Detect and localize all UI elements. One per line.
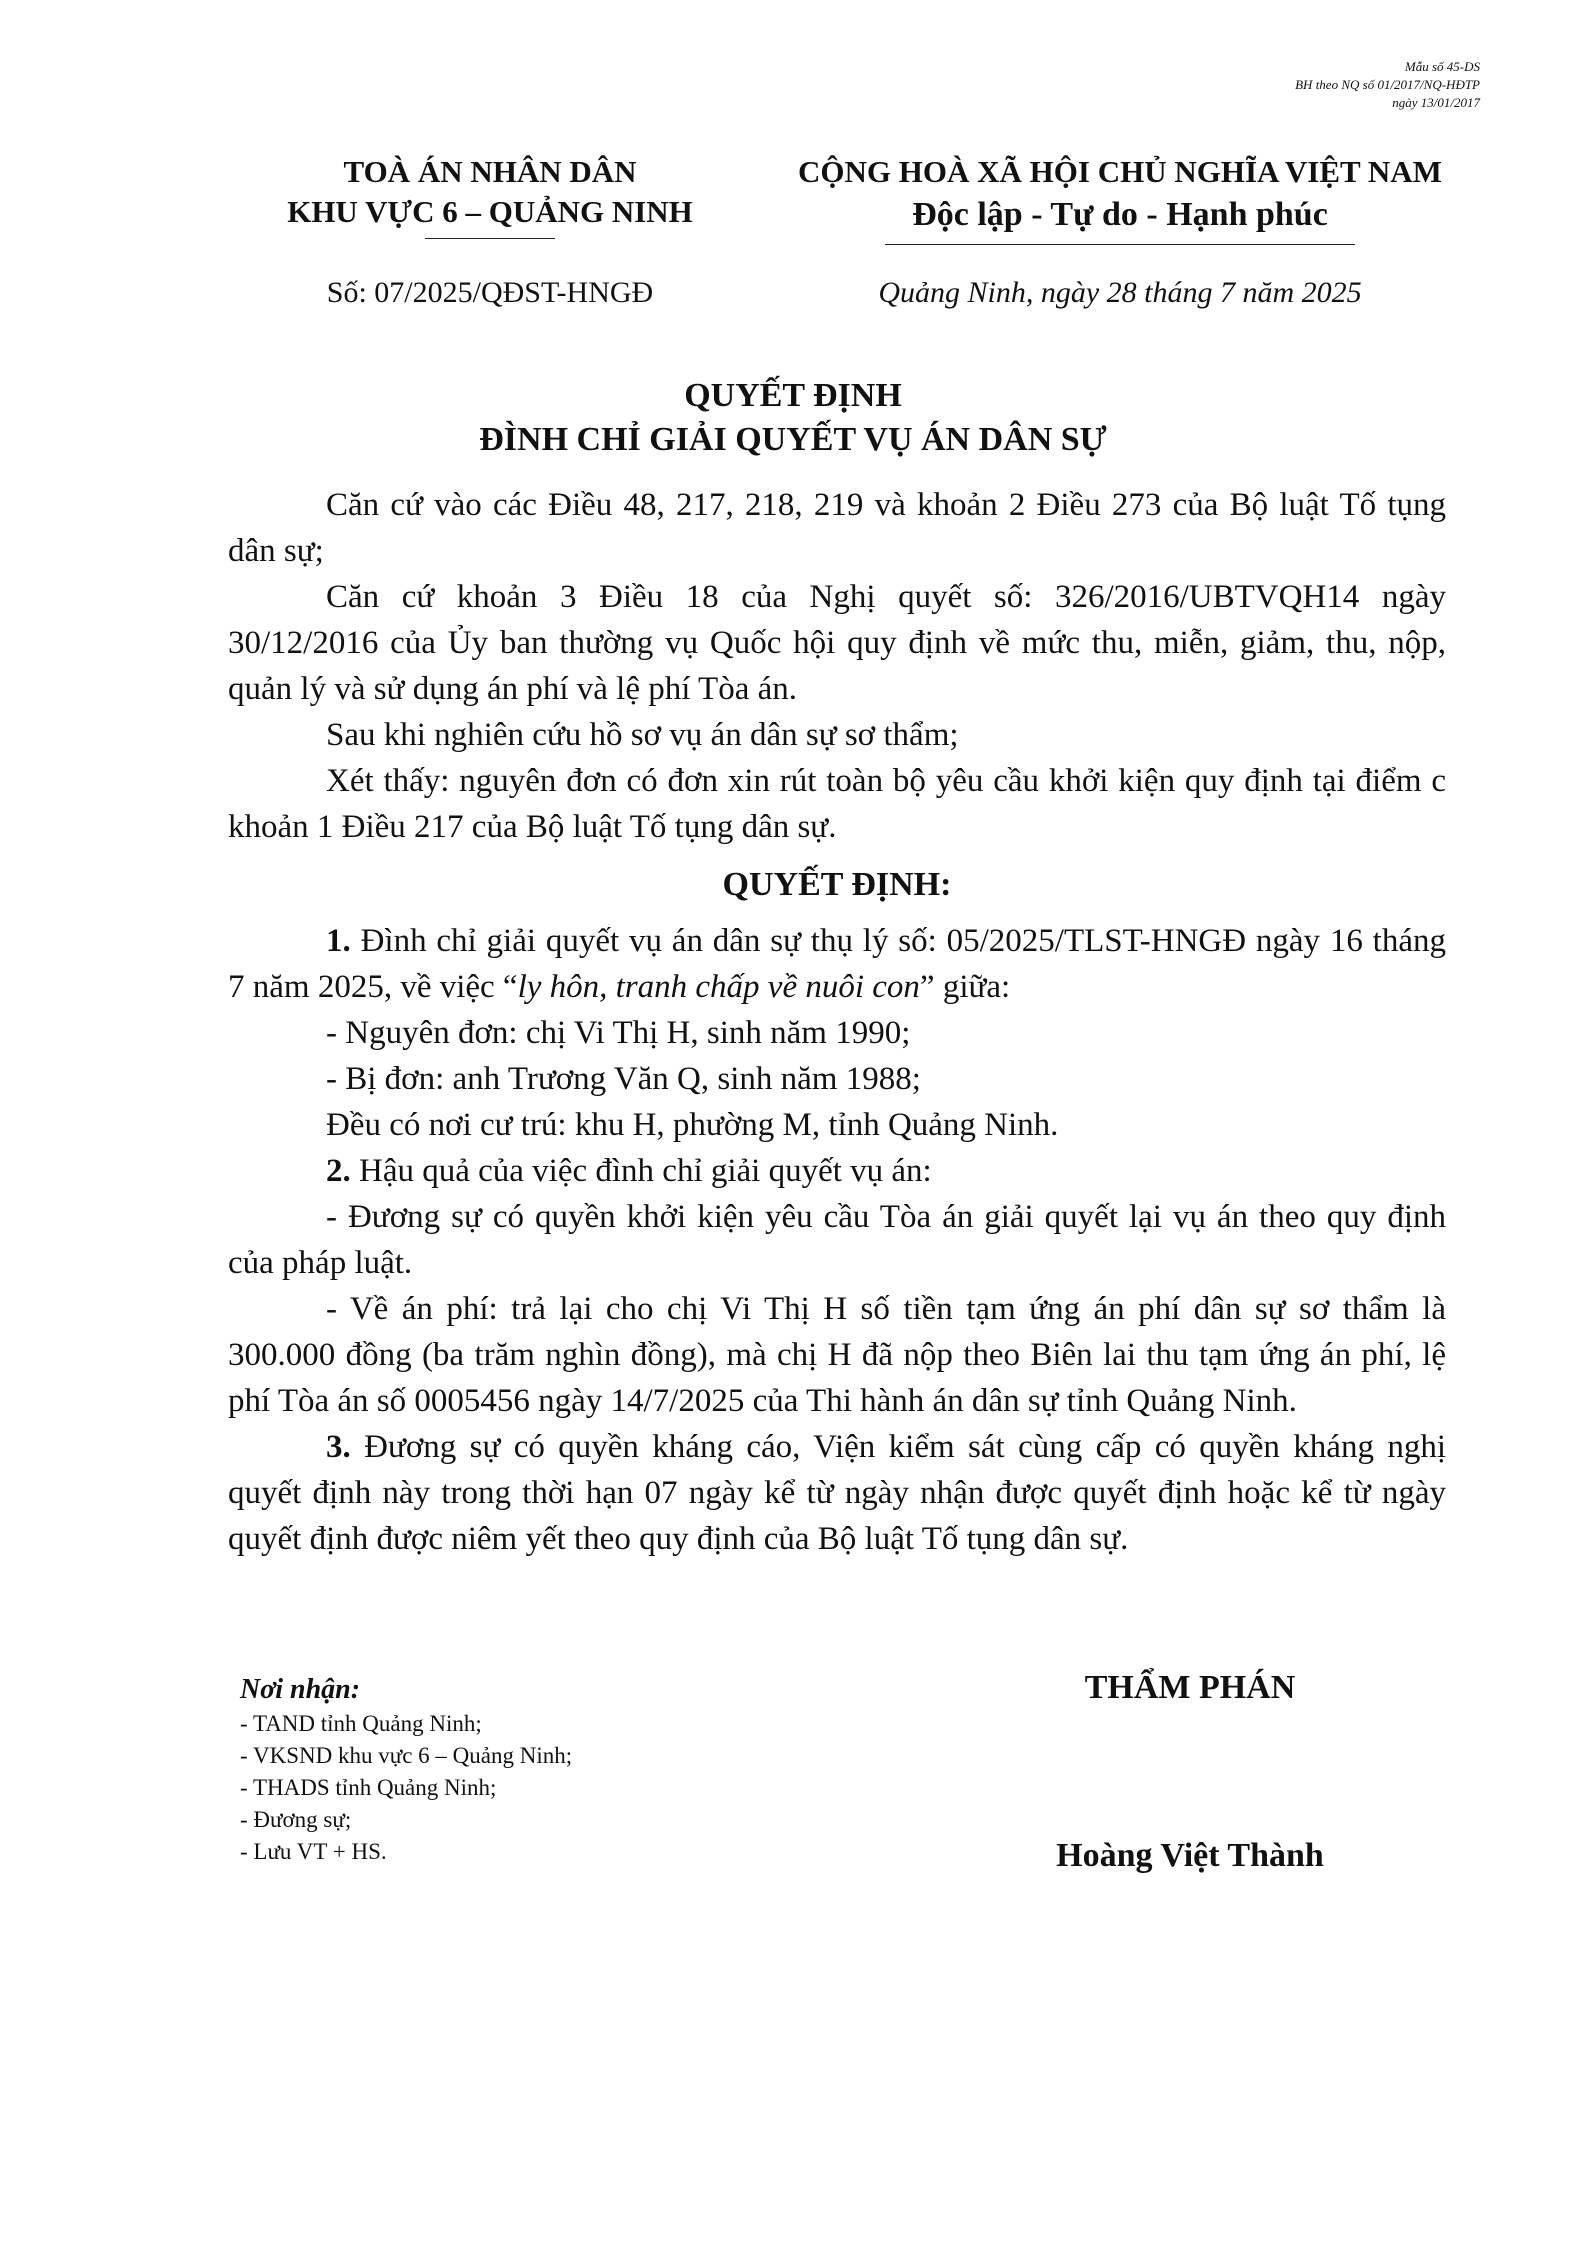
recipient-item: - TAND tỉnh Quảng Ninh; (240, 1711, 482, 1736)
form-reference-note (1220, 58, 1480, 112)
item-text: Đình chỉ giải quyết vụ án dân sự thụ lý số: 05/2025/TLST-HNGĐ ngày 16 tháng 7 năm 2025, về việc “ (228, 923, 1446, 1005)
decision-item-3 (228, 1424, 1446, 1562)
decision-heading: QUYẾT ĐỊNH: (722, 866, 952, 903)
court-name: TOÀ ÁN NHÂN DÂN (343, 154, 637, 189)
recipient-item: - Đương sự; (240, 1807, 352, 1832)
signer-name: Hoàng Việt Thành (1056, 1837, 1324, 1874)
signer-title: THẨM PHÁN (1084, 1669, 1296, 1706)
recipients-block (240, 1672, 840, 1868)
decision-item-1 (228, 918, 1446, 1010)
form-issue-date: ngày 13/01/2017 (1392, 95, 1480, 110)
court-header (250, 152, 730, 239)
item-number: 2. (326, 1153, 351, 1189)
document-title (0, 374, 1586, 462)
court-fee-paragraph: - Về án phí: trả lại cho chị Vi Thị H số tiền tạm ứng án phí dân sự sơ thẩm là 300.000 đồng (ba trăm nghìn đồng), mà chị H đã nộp theo Biên lai thu tạm ứng án phí, lệ phí Tòa án số 0005456 ngày 14/7/2025 của Thi hành án dân sự tỉnh Quảng Ninh. (228, 1291, 1446, 1419)
recipient-item: - Lưu VT + HS. (240, 1839, 387, 1864)
item-number: 1. (326, 923, 351, 959)
court-region: KHU VỰC 6 – QUẢNG NINH (287, 194, 693, 229)
court-header-divider (425, 238, 555, 239)
recipients-title: Nơi nhận: (240, 1674, 361, 1705)
decision-item-2 (228, 1148, 1446, 1194)
form-issuing-resolution: BH theo NQ số 01/2017/NQ-HĐTP (1295, 77, 1480, 92)
motto-underline (885, 244, 1355, 245)
preamble-paragraph: Căn cứ vào các Điều 48, 217, 218, 219 và khoản 2 Điều 273 của Bộ luật Tố tụng dân sự; (228, 487, 1446, 569)
document-number: Số: 07/2025/QĐST-HNGĐ (326, 276, 654, 309)
preamble-paragraph: Xét thấy: nguyên đơn có đơn xin rút toàn bộ yêu cầu khởi kiện quy định tại điểm c khoản 1 Điều 217 của Bộ luật Tố tụng dân sự. (228, 763, 1446, 845)
recipient-item: - VKSND khu vực 6 – Quảng Ninh; (240, 1743, 573, 1768)
preamble-paragraph: Sau khi nghiên cứu hồ sơ vụ án dân sự sơ thẩm; (326, 717, 959, 753)
title-decision: QUYẾT ĐỊNH (684, 377, 902, 414)
country-name: CỘNG HOÀ XÃ HỘI CHỦ NGHĨA VIỆT NAM (798, 154, 1442, 189)
case-type: ly hôn, tranh chấp về nuôi con (517, 969, 920, 1005)
title-subject: ĐÌNH CHỈ GIẢI QUYẾT VỤ ÁN DÂN SỰ (479, 421, 1107, 458)
item-text: Đương sự có quyền kháng cáo, Viện kiểm sát cùng cấp có quyền kháng nghị quyết định này trong thời hạn 07 ngày kể từ ngày nhận được quyết định hoặc kể từ ngày quyết định được niêm yết theo quy định của Bộ luật Tố tụng dân sự. (228, 1429, 1446, 1557)
consequence-paragraph: - Đương sự có quyền khởi kiện yêu cầu Tòa án giải quyết lại vụ án theo quy định của pháp luật. (228, 1199, 1446, 1281)
residence-line: Đều có nơi cư trú: khu H, phường M, tỉnh Quảng Ninh. (326, 1107, 1059, 1143)
preamble-paragraph: Căn cứ khoản 3 Điều 18 của Nghị quyết số: 326/2016/UBTVQH14 ngày 30/12/2016 của Ủy ban thường vụ Quốc hội quy định về mức thu, miễn, giảm, thu, nộp, quản lý và sử dụng án phí và lệ phí Tòa án. (228, 579, 1446, 707)
national-header (760, 152, 1480, 245)
item-text: Hậu quả của việc đình chỉ giải quyết vụ án: (350, 1153, 932, 1189)
recipient-item: - THADS tỉnh Quảng Ninh; (240, 1775, 497, 1800)
defendant-line: - Bị đơn: anh Trương Văn Q, sinh năm 1988; (326, 1061, 921, 1097)
national-motto: Độc lập - Tự do - Hạnh phúc (912, 196, 1328, 233)
item-text: ” giữa: (919, 969, 1011, 1005)
plaintiff-line: - Nguyên đơn: chị Vi Thị H, sinh năm 1990; (326, 1015, 911, 1051)
signature-block (940, 1666, 1440, 1878)
form-number: Mẫu số 45-DS (1404, 59, 1480, 74)
item-number: 3. (326, 1429, 351, 1465)
document-body (228, 482, 1446, 1562)
place-and-date: Quảng Ninh, ngày 28 tháng 7 năm 2025 (878, 276, 1362, 309)
